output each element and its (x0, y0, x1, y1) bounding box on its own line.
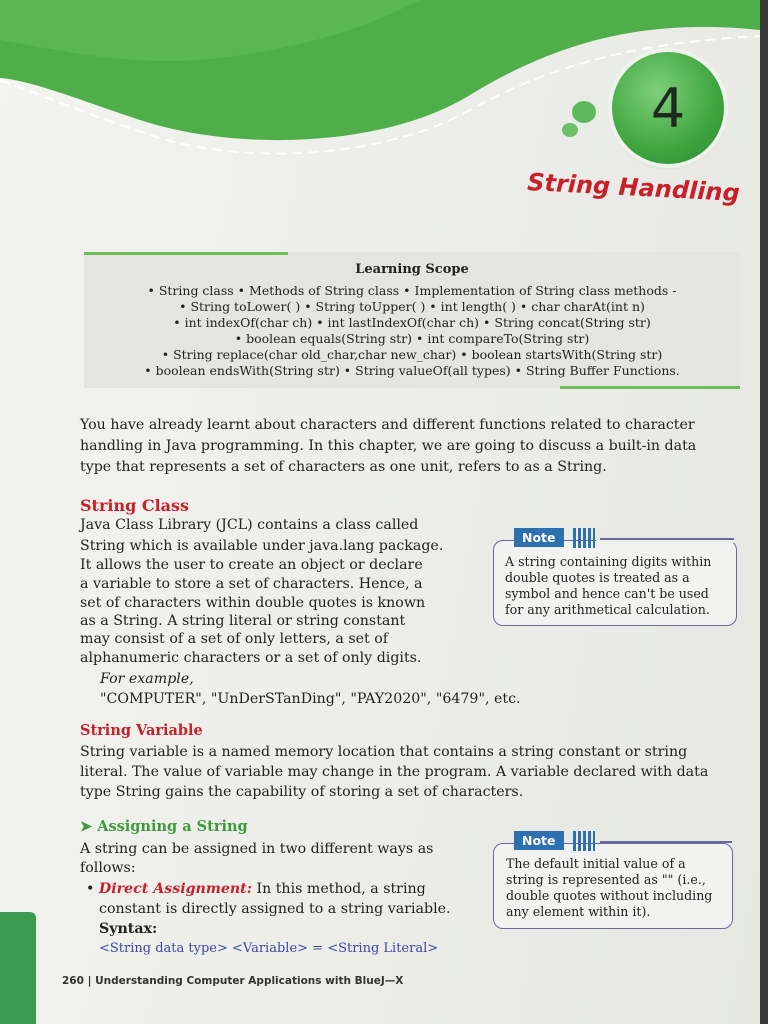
string-class-line: as a String. A string literal or string constant (80, 613, 406, 629)
direct-assignment-text: In this method, a string (251, 881, 426, 897)
assigning-line: A string can be assigned in two different ways as (80, 841, 434, 857)
note-bars-icon (573, 831, 595, 851)
intro-line: You have already learnt about characters and different functions related to character (80, 417, 695, 433)
string-class-line: a variable to store a set of characters. Hence, a (80, 576, 423, 592)
string-variable-line: String variable is a named memory location that contains a string constant or string (80, 744, 688, 760)
string-class-heading: String Class (80, 496, 190, 515)
note-rule (600, 841, 732, 843)
assigning-heading-text: Assigning a String (97, 818, 248, 835)
scope-line: • String toLower( ) • String toUpper( ) • int length( ) • char charAt(int n) (179, 299, 645, 314)
scope-line: • String class • Methods of String class • Implementation of String class methods - (147, 283, 677, 298)
note-text: The default initial value of a (506, 856, 686, 871)
string-class-line: String which is available under java.lang package. (80, 538, 444, 554)
scope-line: • int indexOf(char ch) • int lastIndexOf(char ch) • String concat(String str) (173, 315, 651, 330)
chapter-number: 4 (650, 76, 686, 140)
decor-dot (562, 123, 578, 137)
scope-line: • boolean equals(String str) • int compareTo(String str) (234, 331, 590, 346)
example-label: For example, (100, 671, 194, 687)
string-class-line: may consist of a set of only letters, a set of (80, 631, 389, 647)
string-variable-heading: String Variable (80, 722, 203, 739)
note-rule (600, 538, 734, 540)
page-tab-decor (0, 912, 36, 1024)
direct-assignment-line2: constant is directly assigned to a string variable. (99, 901, 451, 917)
note-tag: Note (514, 831, 564, 850)
note-text: any element within it). (506, 904, 651, 919)
page-edge (760, 0, 768, 1024)
assigning-heading (80, 818, 248, 835)
note-text: A string containing digits within (505, 554, 712, 569)
string-class-line: set of characters within double quotes is known (80, 595, 426, 611)
intro-line: type that represents a set of characters as one unit, refers to as a String. (80, 459, 607, 475)
learning-scope-box (84, 252, 740, 388)
intro-line: handling in Java programming. In this chapter, we are going to discuss a built-in data (80, 438, 697, 454)
bullet-icon: • (86, 881, 99, 897)
example-strings: "COMPUTER", "UnDerSTanDing", "PAY2020", "6479", etc. (100, 691, 521, 707)
string-class-line: Java Class Library (JCL) contains a class called (80, 517, 419, 533)
page-footer: 260 | Understanding Computer Applications with BlueJ—X (62, 975, 404, 987)
decor-dot (572, 101, 596, 123)
note-text: symbol and hence can't be used (505, 586, 709, 601)
note-text: double quotes is treated as a (505, 570, 690, 585)
note-text: for any arithmetical calculation. (505, 602, 710, 617)
note-bars-icon (573, 528, 595, 548)
scope-line: • String replace(char old_char,char new_char) • boolean startsWith(String str) (161, 347, 663, 362)
direct-assignment-label: Direct Assignment: (98, 881, 252, 897)
string-variable-line: type String gains the capability of storing a set of characters. (80, 784, 524, 800)
string-variable-line: literal. The value of variable may change in the program. A variable declared with data (80, 764, 709, 780)
chapter-title: String Handling (526, 168, 741, 208)
learning-scope-title: Learning Scope (355, 262, 469, 277)
scope-accent-line (84, 252, 288, 255)
syntax-label: Syntax: (99, 921, 158, 937)
syntax-text: <String data type> <Variable> = <String Literal> (99, 941, 439, 956)
scope-line: • boolean endsWith(String str) • String valueOf(all types) • String Buffer Functions. (144, 363, 680, 378)
assigning-line: follows: (80, 860, 136, 876)
note-gap (596, 540, 736, 543)
arrow-icon: ➤ (80, 818, 98, 835)
scope-accent-line (560, 386, 740, 389)
note-tag: Note (514, 528, 564, 547)
note-text: double quotes without including (506, 888, 713, 903)
string-class-line: alphanumeric characters or a set of only digits. (80, 650, 422, 666)
string-class-line: It allows the user to create an object or declare (80, 557, 423, 573)
chapter-number-badge (612, 52, 724, 164)
direct-assignment-line (86, 880, 426, 899)
note-text: string is represented as "" (i.e., (506, 872, 706, 887)
